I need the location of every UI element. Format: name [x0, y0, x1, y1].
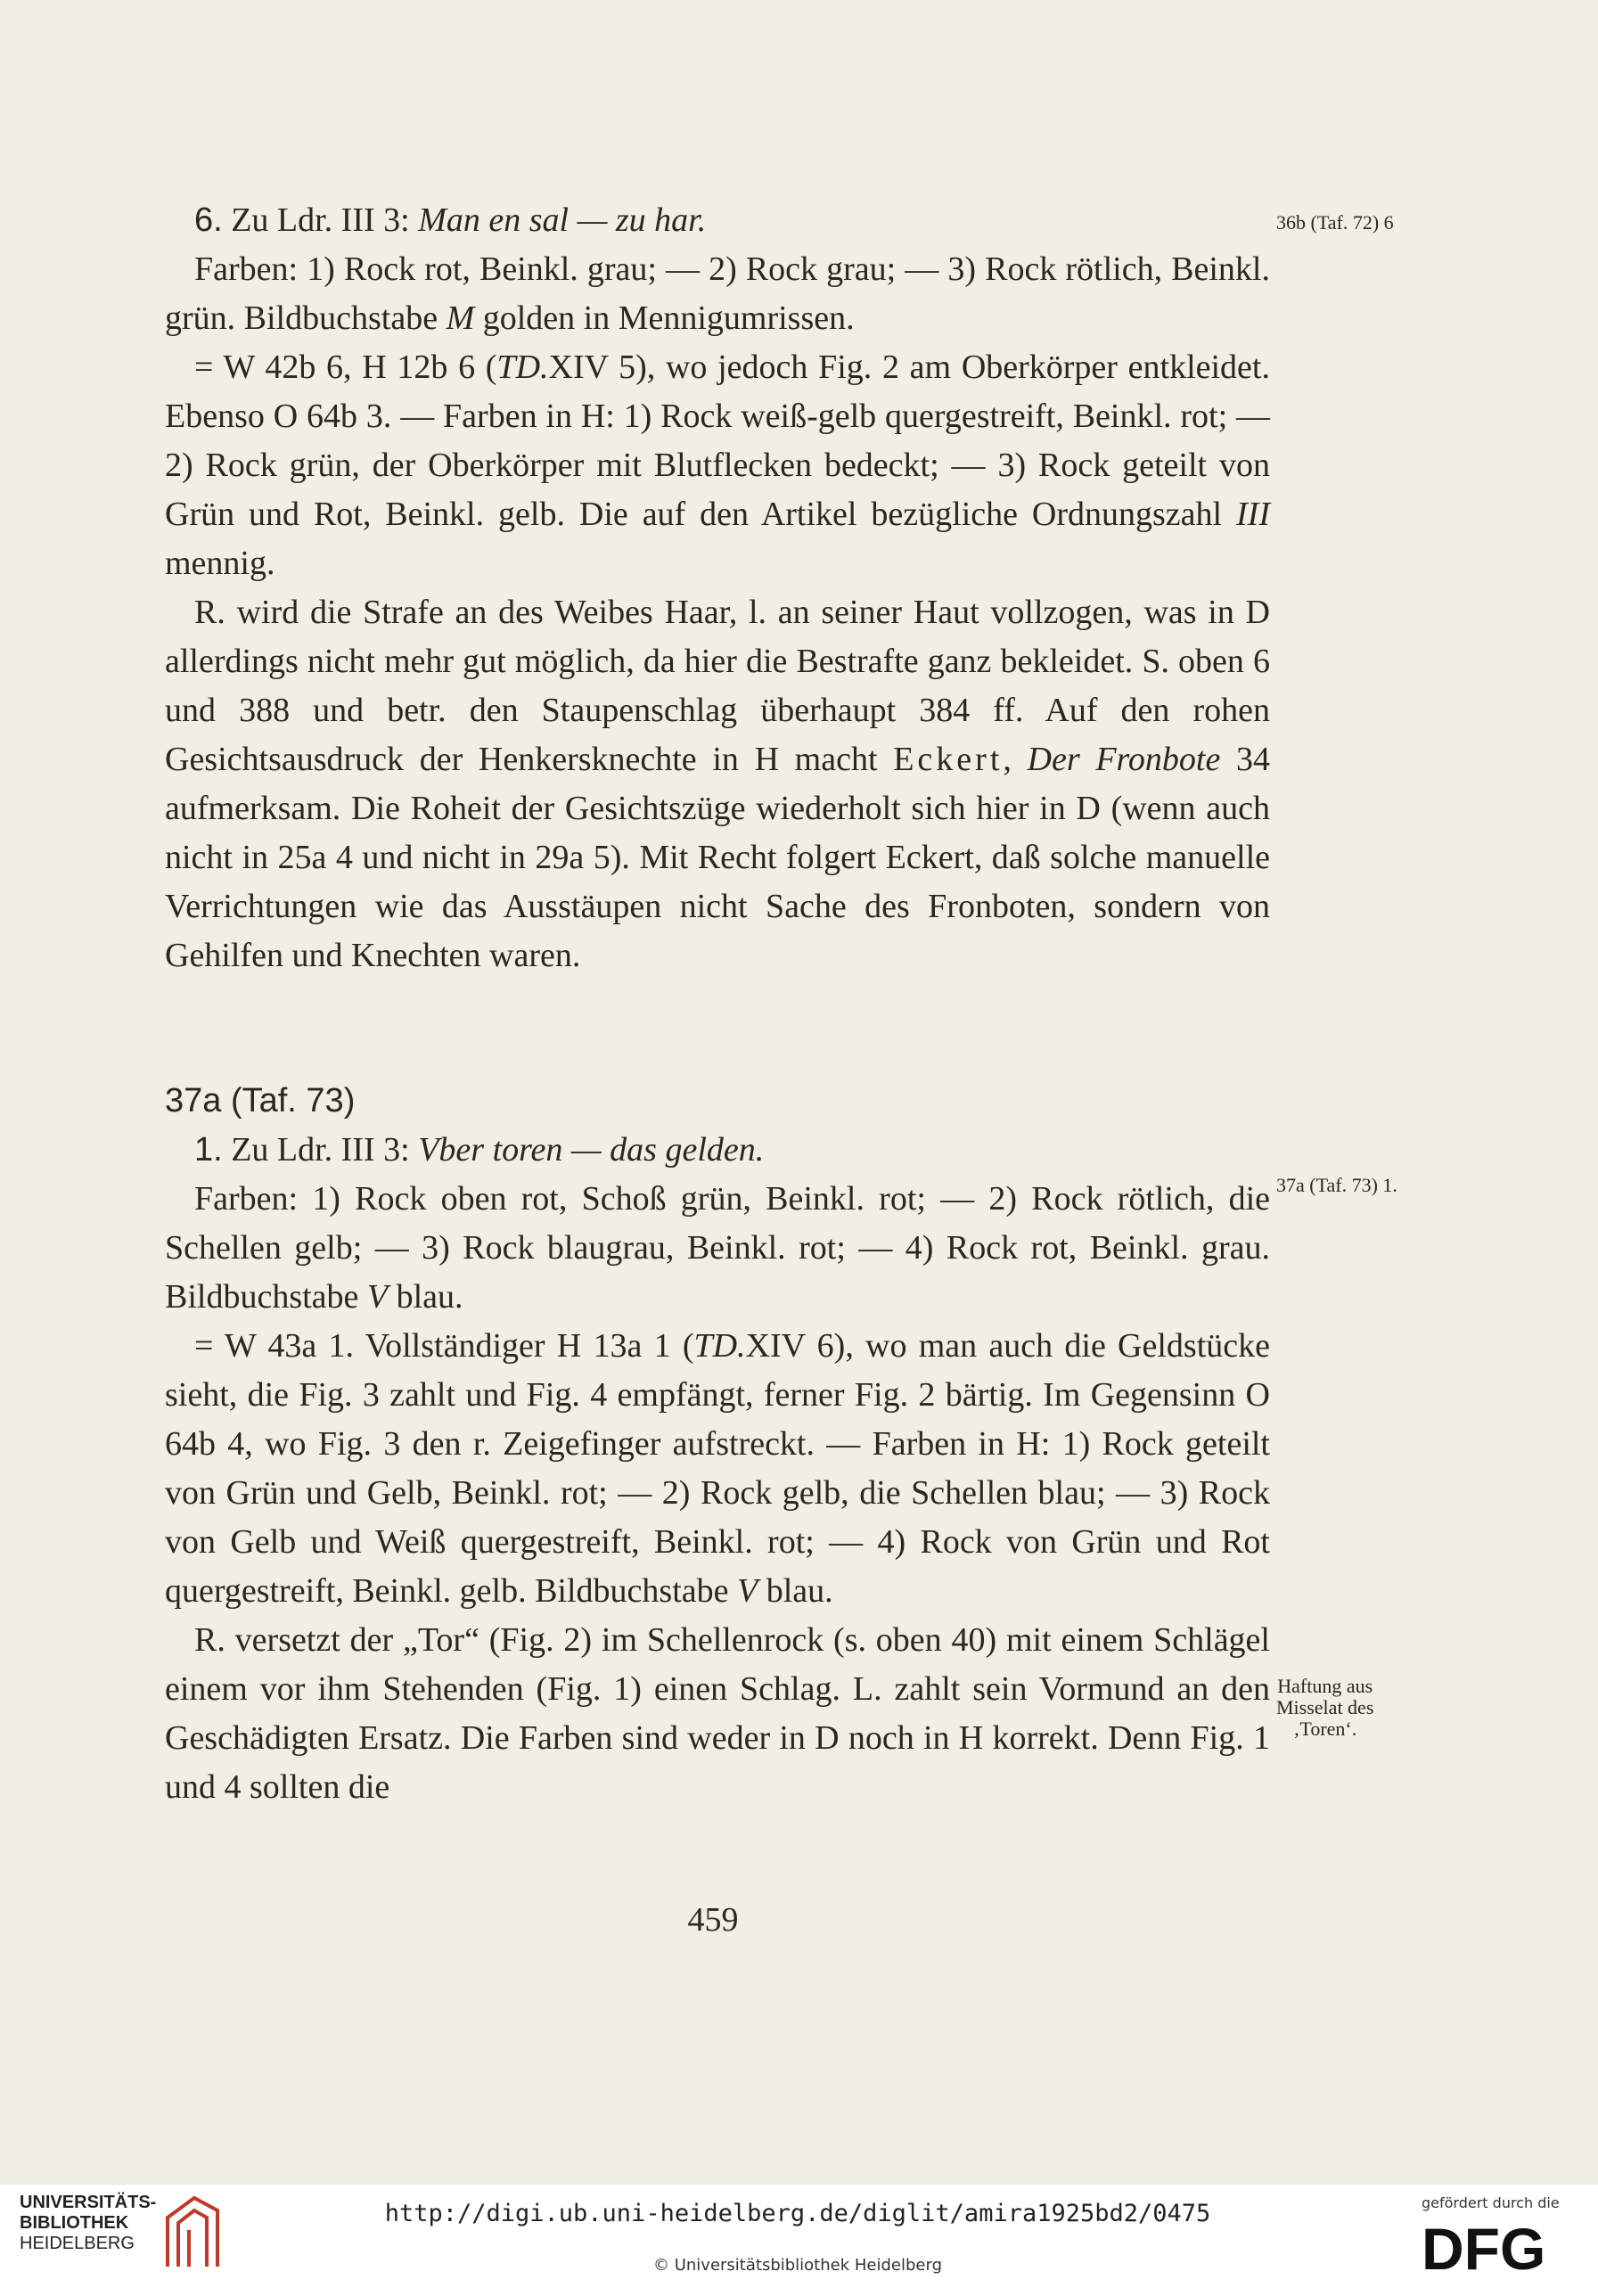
section1-heading-italic: Man en sal — zu har.	[418, 201, 707, 239]
funded-by-label: gefördert durch die	[1422, 2194, 1560, 2211]
section2-para3: R. versetzt der „Tor“ (Fig. 2) im Schellenrock (s. oben 40) mit einem Schlägel einem vor ihm Stehenden (Fig. 1) einen Schlag. L. zahlt sein Vormund an den Geschädigten Ersatz. Die Farben sind weder in D noch in H korrekt. Denn Fig. 1 und 4 sollten die	[165, 1621, 1270, 1806]
dfg-logo-icon	[1422, 2219, 1571, 2276]
copyright-notice: © Universitätsbibliothek Heidelberg	[652, 2256, 942, 2275]
library-name: UNIVERSITÄTS- BIBLIOTHEK HEIDELBERG	[20, 2193, 157, 2253]
section1-para1: Farben: 1) Rock rot, Beinkl. grau; — 2) Rock grau; — 3) Rock rötlich, Beinkl. grün. Bildbuchstabe M golden in Mennigumrissen.	[165, 250, 1270, 337]
section1-para3: R. wird die Strafe an des Weibes Haar, l. an seiner Haut vollzogen, was in D allerdings nicht mehr gut möglich, da hier die Bestrafte ganz bekleidet. S. oben 6 und 388 und betr. den Staupenschlag überhaupt 384 ff. Auf den rohen Gesichtsausdruck der Henkersknechte in H macht Eckert, Der Fronbote 34 aufmerksam. Die Roheit der Gesichtszüge wiederholt sich hier in D (wenn auch nicht in 25a 4 und nicht in 29a 5). Mit Recht folgert Eckert, daß solche manuelle Verrichtungen wie das Ausstäupen nicht Sache des Fronboten, sondern von Gehilfen und Knechten waren.	[165, 594, 1270, 974]
cited-title: Der Fronbote	[1027, 741, 1221, 778]
section2-heading-number: 1.	[194, 1131, 223, 1168]
section1-heading-number: 6.	[194, 201, 223, 239]
dfg-logo-text: DFG	[1422, 2219, 1546, 2276]
section2-heading	[165, 1126, 1270, 1175]
author-name-spaced: Eckert	[893, 741, 1004, 778]
section1-para2: = W 42b 6, H 12b 6 (TD.XIV 5), wo jedoch Fig. 2 am Oberkörper entkleidet. Ebenso O 64b 3. — Farben in H: 1) Rock weiß-gelb quergestreift, Beinkl. rot; — 2) Rock grün, der Oberkörper mit Blutflecken bedeckt; — 3) Rock geteilt von Grün und Rot, Beinkl. gelb. Die auf den Artikel bezügliche Ordnungszahl III mennig.	[165, 348, 1270, 582]
section2-heading-italic: Vber toren — das gelden.	[418, 1131, 765, 1168]
section1-heading	[165, 196, 1270, 245]
section2-margin-note: Haftung aus Misselat des ‚Toren‘.	[1276, 1675, 1374, 1740]
library-logo-icon	[159, 2191, 223, 2271]
permalink-url[interactable]: http://digi.ub.uni-heidelberg.de/diglit/amira1925bd2/0475	[384, 2200, 1211, 2227]
page-number: 459	[687, 1901, 739, 1939]
section2-title: 37a (Taf. 73)	[165, 1082, 356, 1119]
section2-block	[165, 1077, 1270, 1812]
section1-block	[165, 196, 1270, 980]
section2-margin-ref: 37a (Taf. 73) 1.	[1276, 1174, 1397, 1196]
section1-heading-text: Zu Ldr. III 3:	[231, 201, 410, 239]
section2-para2: = W 43a 1. Vollständiger H 13a 1 (TD.XIV 6), wo man auch die Geldstücke sieht, die Fig. 3 zahlt und Fig. 4 empfängt, ferner Fig. 2 bärtig. Im Gegensinn O 64b 4, wo Fig. 3 den r. Zeigefinger aufstreckt. — Farben in H: 1) Rock geteilt von Grün und Gelb, Beinkl. rot; — 2) Rock gelb, die Schellen blau; — 3) Rock von Gelb und Weiß quergestreift, Beinkl. rot; — 4) Rock von Grün und Rot quergestreift, Beinkl. gelb. Bildbuchstabe V blau.	[165, 1327, 1271, 1610]
section1-margin-ref: 36b (Taf. 72) 6	[1276, 211, 1394, 234]
section2-heading-text: Zu Ldr. III 3:	[231, 1131, 410, 1168]
section2-para1: Farben: 1) Rock oben rot, Schoß grün, Beinkl. rot; — 2) Rock rötlich, die Schellen gelb; — 3) Rock blaugrau, Beinkl. rot; — 4) Rock rot, Beinkl. grau. Bildbuchstabe V blau.	[165, 1180, 1270, 1316]
